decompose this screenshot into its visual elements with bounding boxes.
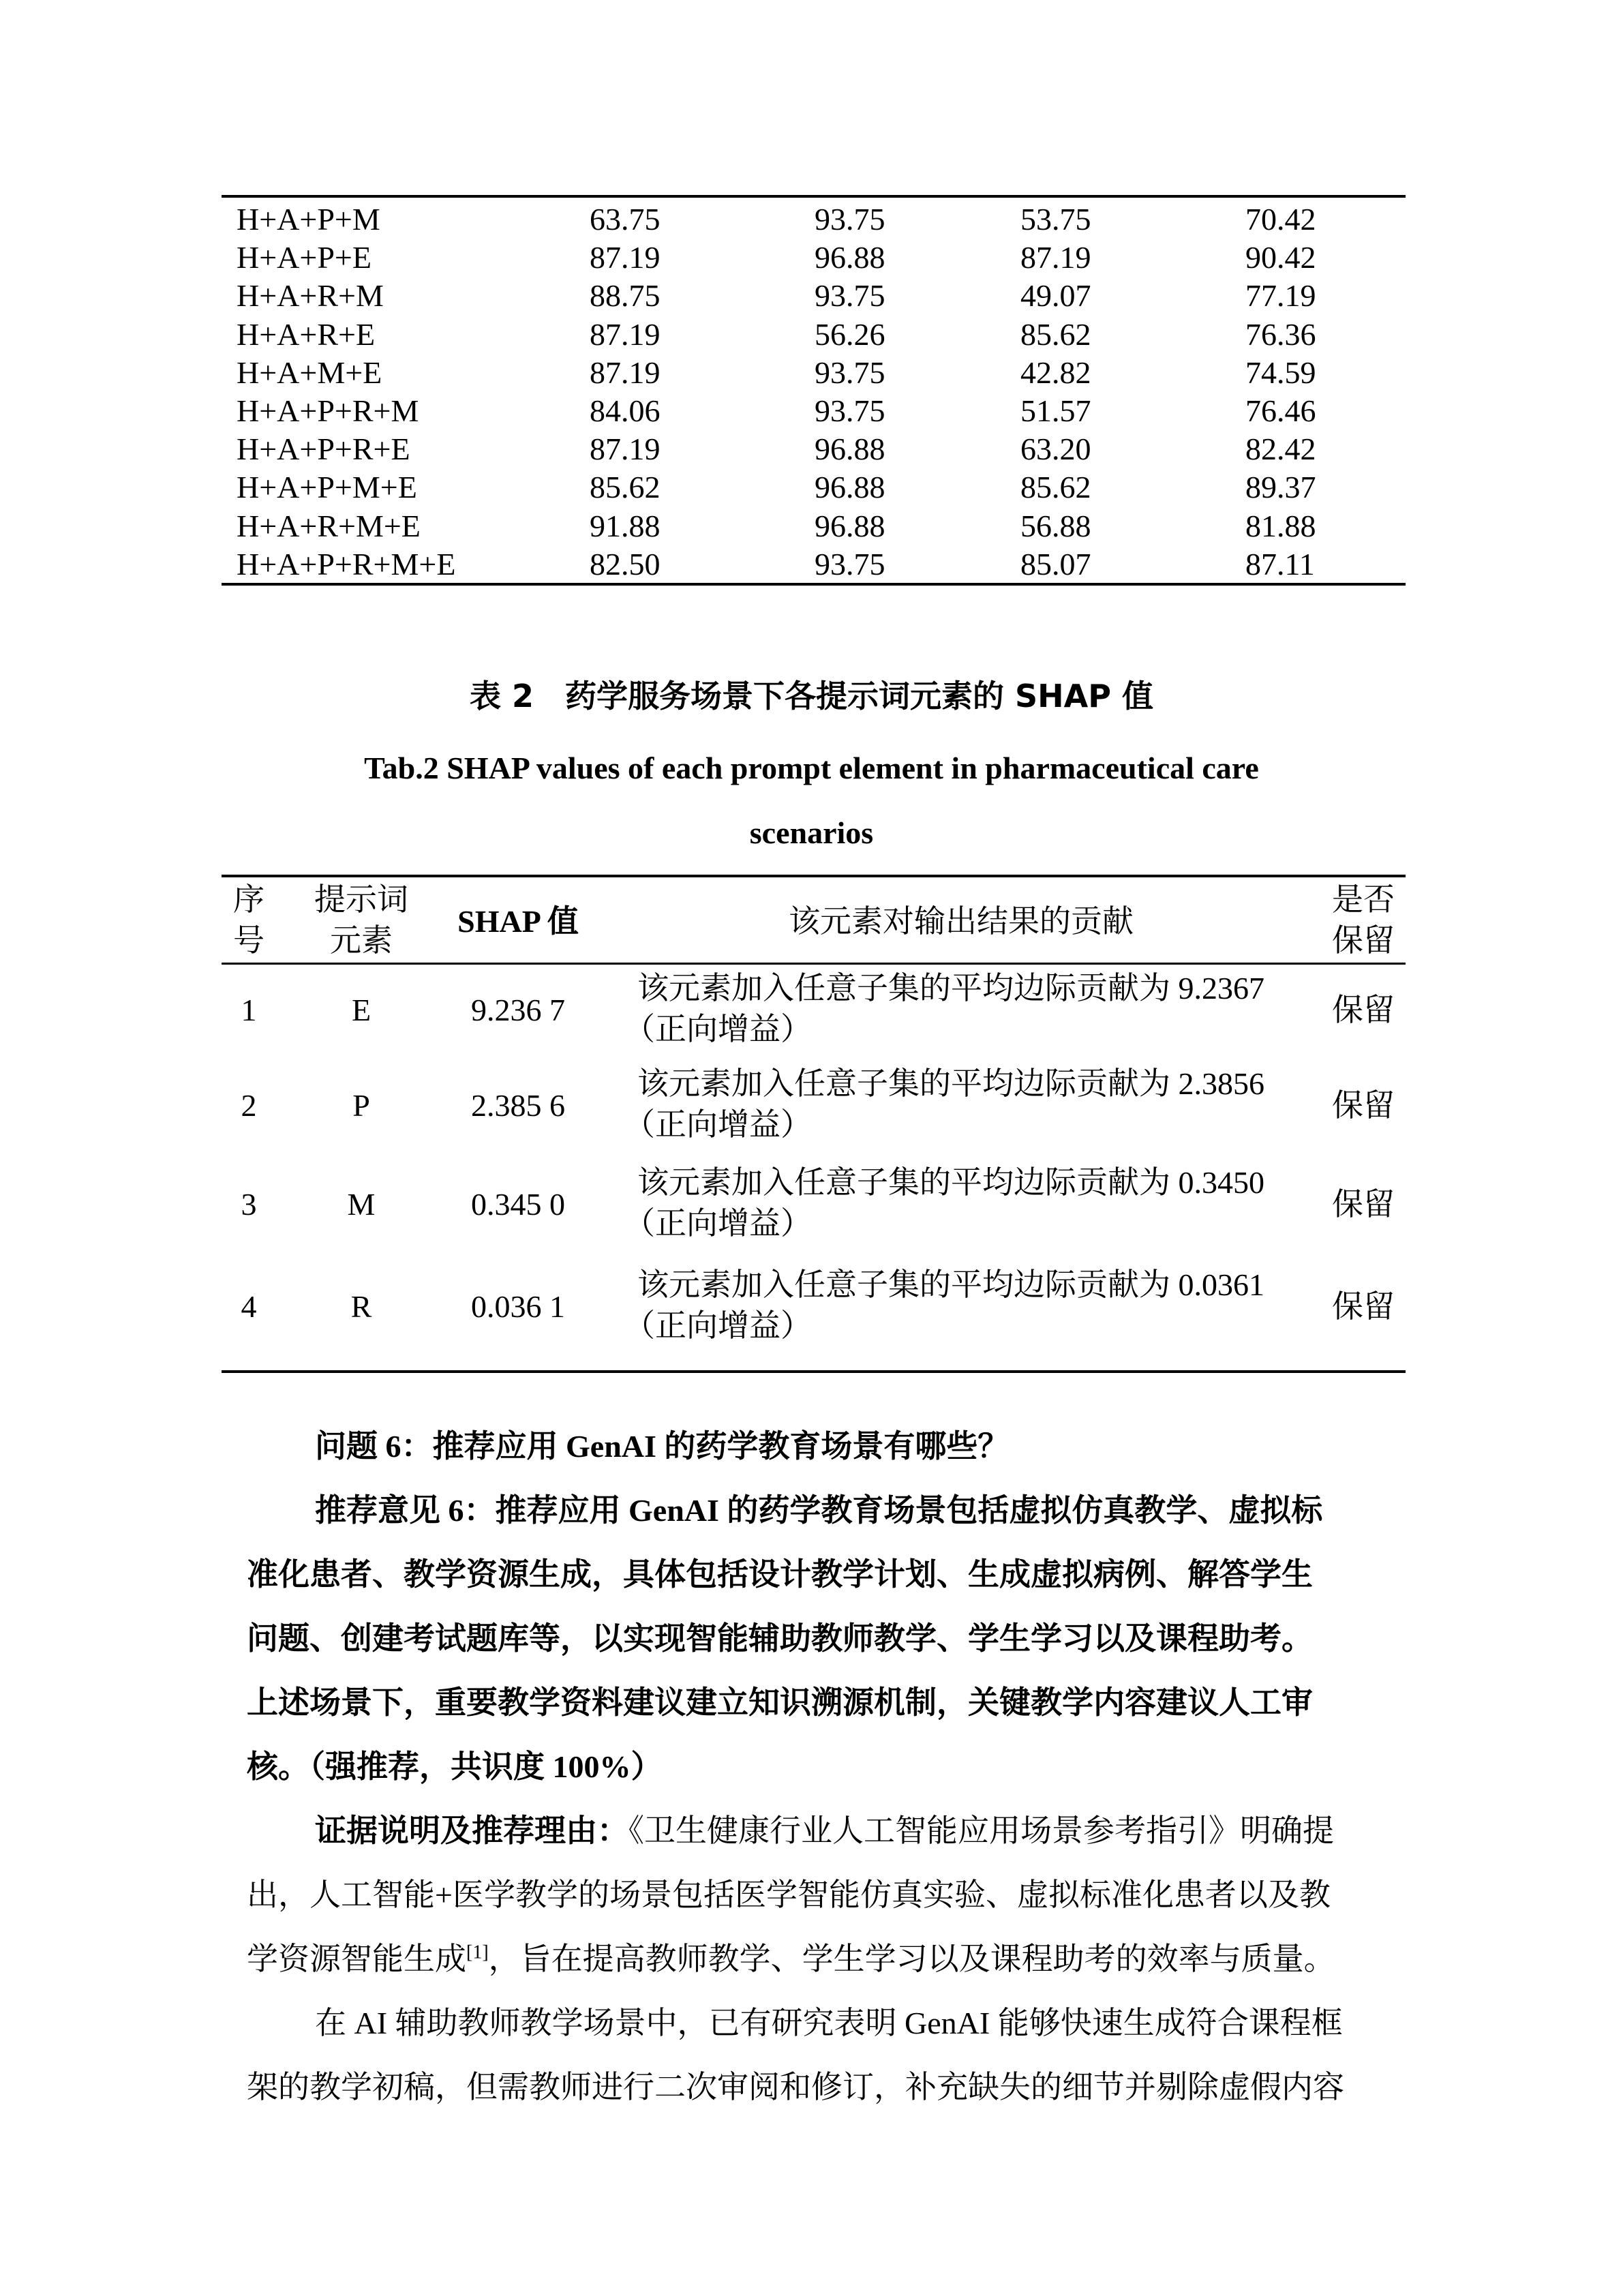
header-shap: SHAP 值: [457, 904, 579, 939]
table-cell: 93.75: [815, 393, 885, 428]
row-shap-value: 0.345 0: [471, 1187, 565, 1222]
row-label: H+A+P+M+E: [237, 470, 417, 505]
header-element: [310, 879, 412, 961]
table-cell: 91.88: [590, 508, 661, 543]
recommendation-line: 推荐意见 6：推荐应用 GenAI 的药学教育场景包括虚拟仿真教学、虚拟标: [315, 1493, 1323, 1528]
evidence-line-3: [247, 1927, 1335, 1991]
row-shap-value: 9.236 7: [471, 993, 565, 1027]
row-label: H+A+P+E: [237, 240, 371, 275]
header-keep-line2: 保留: [1332, 923, 1395, 958]
row-contribution-line2: （正向增益）: [624, 1206, 812, 1241]
header-index: [228, 879, 269, 961]
table-row: [222, 545, 1406, 584]
row-label: H+A+R+E: [237, 316, 376, 352]
evidence-line-3-post: ，旨在提高教师教学、学生学习以及课程助考的效率与质量。: [488, 1942, 1335, 1976]
question-heading: 问题 6：推荐应用 GenAI 的药学教育场景有哪些？: [315, 1429, 1010, 1464]
table-cell: 96.88: [815, 470, 885, 505]
table-cell: 85.62: [1020, 470, 1091, 505]
table-cell: 87.19: [590, 354, 661, 390]
table-cell: 90.42: [1245, 240, 1316, 275]
table1-bottom-rule: [222, 583, 1406, 586]
table-cell: 81.88: [1245, 508, 1316, 543]
row-keep: 保留: [1332, 1289, 1395, 1324]
header-keep: [1326, 879, 1401, 961]
table-cell: 85.62: [590, 470, 661, 505]
table-cell: 74.59: [1245, 354, 1316, 390]
table-cell: 96.88: [815, 432, 885, 467]
table-cell: 82.42: [1245, 432, 1316, 467]
row-label: H+A+R+M+E: [237, 508, 421, 543]
evidence-label: 证据说明及推荐理由：: [315, 1813, 628, 1848]
evidence-line-1: [315, 1799, 1334, 1863]
row-label: H+A+R+M: [237, 278, 384, 314]
row-contribution-line1: 该元素加入任意子集的平均边际贡献为 0.3450: [637, 1165, 1264, 1200]
table-cell: 82.50: [590, 546, 661, 581]
table-row: [222, 468, 1406, 507]
row-shap-value: 0.036 1: [471, 1289, 565, 1324]
recommendation-line: 上述场景下，重要教学资料建议建立知识溯源机制，关键教学内容建议人工审: [247, 1685, 1313, 1720]
header-element-line1: 提示词: [314, 882, 408, 917]
row-index: 3: [241, 1187, 257, 1222]
table-cell: 56.26: [815, 316, 885, 352]
table-cell: 77.19: [1245, 278, 1316, 314]
table-row: [222, 200, 1406, 239]
table-cell: 85.62: [1020, 316, 1091, 352]
table-row: [222, 507, 1406, 545]
header-contribution: 该元素对输出结果的贡献: [789, 904, 1134, 939]
table-cell: 63.75: [590, 202, 661, 237]
row-label: H+A+P+M: [237, 202, 380, 237]
row-index: 4: [241, 1289, 257, 1324]
row-shap-value: 2.385 6: [471, 1088, 565, 1123]
table-row: [222, 277, 1406, 315]
table-row: [222, 239, 1406, 277]
row-element: R: [350, 1289, 372, 1324]
table-cell: 42.82: [1020, 354, 1091, 390]
row-element: P: [352, 1088, 370, 1123]
row-index: 1: [241, 993, 257, 1027]
table-cell: 93.75: [815, 202, 885, 237]
table2-caption-en-line2: scenarios: [749, 815, 874, 850]
table-cell: 87.19: [590, 240, 661, 275]
recommendation-line: 问题、创建考试题库等，以实现智能辅助教师教学、学生学习以及课程助考。: [247, 1621, 1313, 1656]
row-label: H+A+M+E: [237, 354, 382, 390]
recommendation-line: 准化患者、教学资源生成，具体包括设计教学计划、生成虚拟病例、解答学生: [247, 1557, 1313, 1592]
table-cell: 56.88: [1020, 508, 1091, 543]
table-cell: 96.88: [815, 508, 885, 543]
table-cell: 93.75: [815, 278, 885, 314]
row-contribution-line2: （正向增益）: [624, 1107, 812, 1142]
table-cell: 85.07: [1020, 546, 1091, 581]
table-row: [222, 430, 1406, 468]
table-cell: 76.46: [1245, 393, 1316, 428]
row-label: H+A+P+R+M+E: [237, 546, 456, 581]
table-cell: 84.06: [590, 393, 661, 428]
table2-caption-cn: 表 2 药学服务场景下各提示词元素的 SHAP 值: [470, 678, 1153, 714]
recommendation-line: 核。（强推荐，共识度 100%）: [247, 1749, 663, 1784]
row-label: H+A+P+R+M: [237, 393, 419, 428]
row-element: M: [347, 1187, 376, 1222]
table1-top-rule: [222, 195, 1406, 198]
table2-header-rule: [222, 963, 1406, 965]
table-row: [222, 968, 1406, 1057]
table-row: [222, 1063, 1406, 1152]
table-cell: 63.20: [1020, 432, 1091, 467]
table-cell: 76.36: [1245, 316, 1316, 352]
table-cell: 87.19: [1020, 240, 1091, 275]
table-cell: 70.42: [1245, 202, 1316, 237]
header-index-line2: 号: [233, 923, 264, 958]
paragraph-line-2: 架的教学初稿，但需教师进行二次审阅和修订，补充缺失的细节并剔除虚假内容: [247, 2070, 1344, 2104]
table-cell: 87.19: [590, 432, 661, 467]
header-index-line1: 序: [233, 882, 264, 917]
table-cell: 93.75: [815, 354, 885, 390]
table-cell: 96.88: [815, 240, 885, 275]
table-cell: 53.75: [1020, 202, 1091, 237]
row-label: H+A+P+R+E: [237, 432, 410, 467]
paragraph-line-1: 在 AI 辅助教师教学场景中，已有研究表明 GenAI 能够快速生成符合课程框: [315, 2006, 1343, 2040]
table-row: [222, 1162, 1406, 1251]
row-contribution-line1: 该元素加入任意子集的平均边际贡献为 2.3856: [637, 1066, 1264, 1101]
row-element: E: [351, 993, 371, 1027]
table-cell: 87.19: [590, 316, 661, 352]
row-contribution-line2: （正向增益）: [624, 1012, 812, 1046]
table-row: [222, 392, 1406, 430]
row-index: 2: [241, 1088, 257, 1123]
header-element-line2: 元素: [330, 923, 393, 958]
evidence-line-2: 出，人工智能+医学教学的场景包括医学智能仿真实验、虚拟标准化患者以及教: [247, 1877, 1331, 1912]
row-contribution-line1: 该元素加入任意子集的平均边际贡献为 0.0361: [637, 1267, 1264, 1302]
row-contribution-line1: 该元素加入任意子集的平均边际贡献为 9.2367: [637, 971, 1264, 1006]
row-keep: 保留: [1332, 1187, 1395, 1222]
table-cell: 88.75: [590, 278, 661, 314]
row-contribution-line2: （正向增益）: [624, 1308, 812, 1343]
table2-bottom-rule: [222, 1370, 1406, 1373]
table2-caption-en-line1: Tab.2 SHAP values of each prompt element in pharmaceutical care: [364, 751, 1259, 785]
table-cell: 89.37: [1245, 470, 1316, 505]
header-keep-line1: 是否: [1332, 882, 1395, 917]
evidence-line-1-text: 《卫生健康行业人工智能应用场景参考指引》明确提: [628, 1813, 1334, 1848]
table-cell: 49.07: [1020, 278, 1091, 314]
table2-top-rule: [222, 875, 1406, 877]
table-cell: 93.75: [815, 546, 885, 581]
table-row: [222, 354, 1406, 392]
citation-ref[interactable]: [1]: [466, 1942, 489, 1963]
evidence-line-3-pre: 学资源智能生成: [247, 1942, 466, 1976]
table-row: [222, 1265, 1406, 1353]
row-keep: 保留: [1332, 1088, 1395, 1123]
table-cell: 51.57: [1020, 393, 1091, 428]
table-row: [222, 316, 1406, 354]
table2-header: [222, 879, 1406, 964]
row-keep: 保留: [1332, 993, 1395, 1027]
table-cell: 87.11: [1245, 546, 1315, 581]
